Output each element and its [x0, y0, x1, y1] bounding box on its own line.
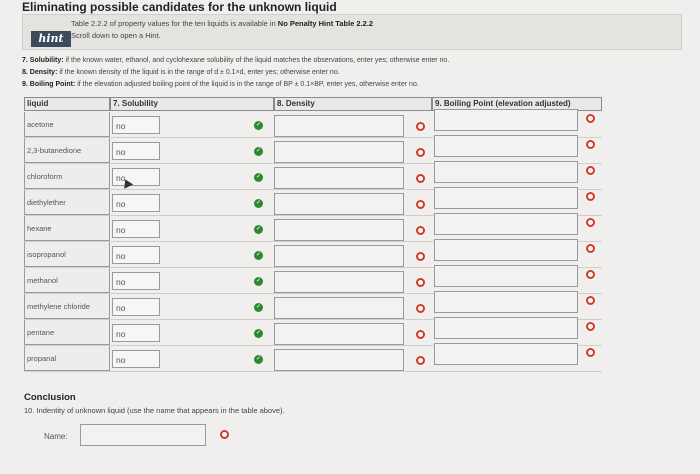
- check-circle-icon: ✓: [255, 330, 262, 336]
- check-circle-icon: ✓: [255, 122, 262, 128]
- unknown-name-input[interactable]: [80, 424, 206, 446]
- solubility-input[interactable]: no: [112, 272, 160, 290]
- boiling-point-input[interactable]: [434, 343, 578, 365]
- liquid-name: acetone: [24, 112, 110, 137]
- instruction-solubility: [22, 57, 449, 64]
- density-input[interactable]: [274, 219, 404, 241]
- instruction-solubility-label: 7. Solubility:: [22, 57, 64, 64]
- name-label: Name:: [44, 432, 68, 441]
- liquid-name: propanal: [24, 346, 110, 371]
- instruction-density-label: 8. Density:: [22, 69, 58, 76]
- density-input[interactable]: [274, 167, 404, 189]
- error-circle-icon: [586, 348, 595, 357]
- solubility-input[interactable]: no: [112, 220, 160, 238]
- error-circle-icon: [416, 304, 425, 313]
- liquid-name: hexane: [24, 216, 110, 241]
- boiling-point-input[interactable]: [434, 239, 578, 261]
- liquid-name: isopropanol: [24, 242, 110, 267]
- error-circle-icon: [220, 430, 229, 439]
- instruction-solubility-text: if the known water, ethanol, and cyclohexane solubility of the liquid matches the observations, enter yes; otherwise enter no.: [63, 57, 450, 64]
- error-circle-icon: [416, 148, 425, 157]
- error-circle-icon: [416, 226, 425, 235]
- check-circle-icon: ✓: [255, 174, 262, 180]
- boiling-point-input[interactable]: [434, 317, 578, 339]
- hint-text-line1: [71, 19, 373, 28]
- solubility-input[interactable]: no: [112, 298, 160, 316]
- liquid-name: chloroform: [24, 164, 110, 189]
- error-circle-icon: [416, 356, 425, 365]
- error-circle-icon: [586, 244, 595, 253]
- density-input[interactable]: [274, 349, 404, 371]
- page-title: Eliminating possible candidates for the unknown liquid: [22, 0, 337, 14]
- error-circle-icon: [586, 296, 595, 305]
- table-row: [24, 346, 602, 372]
- error-circle-icon: [586, 218, 595, 227]
- solubility-input[interactable]: no: [112, 194, 160, 212]
- check-circle-icon: ✓: [255, 252, 262, 258]
- hint-text-line2: Scroll down to open a Hint.: [71, 31, 161, 40]
- error-circle-icon: [416, 278, 425, 287]
- boiling-point-input[interactable]: [434, 265, 578, 287]
- liquid-name: 2,3-butanedione: [24, 138, 110, 163]
- solubility-input[interactable]: no: [112, 168, 160, 186]
- hint-table-link[interactable]: No Penalty Hint Table 2.2.2: [277, 19, 374, 28]
- error-circle-icon: [416, 122, 425, 131]
- boiling-point-input[interactable]: [434, 187, 578, 209]
- header-liquid: liquid: [24, 97, 110, 111]
- instruction-density-text: if the known density of the liquid is in the range of d ± 0.1×d, enter yes; otherwise enter no.: [57, 69, 340, 76]
- density-input[interactable]: [274, 193, 404, 215]
- liquid-name: methanol: [24, 268, 110, 293]
- header-solubility: 7. Solubility: [110, 97, 274, 111]
- solubility-input[interactable]: no: [112, 246, 160, 264]
- instruction-boiling-text: if the elevation adjusted boiling point of the liquid is in the range of BP ± 0.1×BP, enter yes, otherwise enter no.: [75, 81, 419, 88]
- check-circle-icon: ✓: [255, 200, 262, 206]
- header-boiling-point: 9. Boiling Point (elevation adjusted): [432, 97, 602, 111]
- error-circle-icon: [416, 330, 425, 339]
- conclusion-title: Conclusion: [24, 392, 76, 403]
- check-circle-icon: ✓: [255, 278, 262, 284]
- boiling-point-input[interactable]: [434, 213, 578, 235]
- solubility-input[interactable]: no: [112, 116, 160, 134]
- conclusion-question: 10. Indentity of unknown liquid (use the name that appears in the table above).: [24, 406, 285, 415]
- error-circle-icon: [416, 200, 425, 209]
- error-circle-icon: [416, 252, 425, 261]
- solubility-input[interactable]: no: [112, 350, 160, 368]
- check-circle-icon: ✓: [255, 356, 262, 362]
- check-circle-icon: ✓: [255, 226, 262, 232]
- error-circle-icon: [586, 114, 595, 123]
- header-density: 8. Density: [274, 97, 432, 111]
- boiling-point-input[interactable]: [434, 161, 578, 183]
- hint-button[interactable]: hint: [31, 31, 71, 47]
- density-input[interactable]: [274, 115, 404, 137]
- density-input[interactable]: [274, 297, 404, 319]
- error-circle-icon: [586, 192, 595, 201]
- liquid-name: methylene chloride: [24, 294, 110, 319]
- error-circle-icon: [586, 322, 595, 331]
- solubility-input[interactable]: no: [112, 324, 160, 342]
- check-circle-icon: ✓: [255, 148, 262, 154]
- instruction-density: [22, 69, 340, 76]
- error-circle-icon: [416, 174, 425, 183]
- density-input[interactable]: [274, 245, 404, 267]
- error-circle-icon: [586, 140, 595, 149]
- instruction-boiling-label: 9. Boiling Point:: [22, 81, 76, 88]
- error-circle-icon: [586, 166, 595, 175]
- error-circle-icon: [586, 270, 595, 279]
- candidates-table: [24, 97, 602, 387]
- solubility-input[interactable]: no: [112, 142, 160, 160]
- density-input[interactable]: [274, 323, 404, 345]
- density-input[interactable]: [274, 271, 404, 293]
- boiling-point-input[interactable]: [434, 291, 578, 313]
- check-circle-icon: ✓: [255, 304, 262, 310]
- liquid-name: diethylether: [24, 190, 110, 215]
- boiling-point-input[interactable]: [434, 135, 578, 157]
- instruction-boiling: [22, 81, 419, 88]
- liquid-name: pentane: [24, 320, 110, 345]
- hint-panel: [22, 14, 682, 50]
- hint-text-prefix: Table 2.2.2 of property values for the ten liquids is available in: [71, 19, 278, 28]
- boiling-point-input[interactable]: [434, 109, 578, 131]
- density-input[interactable]: [274, 141, 404, 163]
